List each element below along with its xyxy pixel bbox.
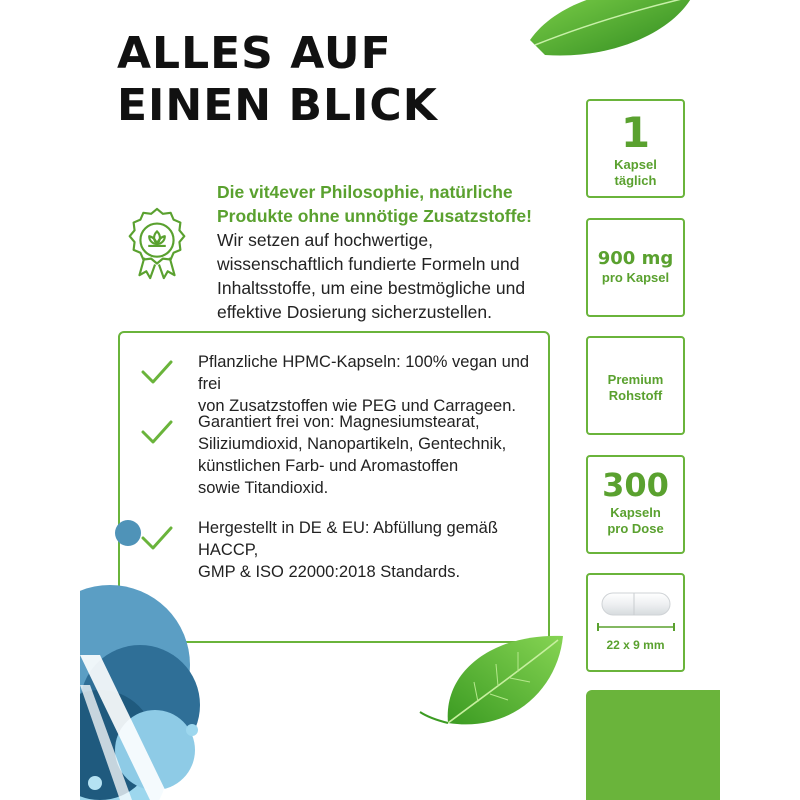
- size-label: 22 x 9 mm: [606, 638, 665, 652]
- size-card: [586, 573, 685, 672]
- headline-line-2: EINEN BLICK: [117, 80, 438, 131]
- philosophy-text: Wir setzen auf hochwertige, wissenschaftlich fundierte Formeln und Inhaltsstoffe, um eine bestmögliche und effektive Dosierung sicherzustellen.: [217, 230, 526, 322]
- bubbles-decoration: [80, 515, 220, 800]
- quality-line-1: Premium: [607, 372, 664, 387]
- count-number: 300: [602, 466, 669, 504]
- badge-leaf-icon: [118, 205, 196, 283]
- checkmark-icon: [140, 419, 174, 445]
- feature-text: Pflanzliche HPMC-Kapseln: 100% vegan und frei von Zusatzstoffen wie PEG und Carrageen.: [198, 353, 530, 415]
- count-label-1: Kapseln: [610, 505, 661, 520]
- checkmark-icon: [140, 359, 174, 385]
- count-card: [586, 455, 685, 554]
- headline-line-1: ALLES AUF: [117, 28, 392, 79]
- green-corner-block: [586, 690, 720, 800]
- dose-label-2: täglich: [614, 173, 657, 188]
- dimension-line-icon: [596, 623, 676, 631]
- page-headline: [117, 28, 438, 132]
- feature-text: Hergestellt in DE & EU: Abfüllung gemäß HACCP, GMP & ISO 22000:2018 Standards.: [198, 519, 498, 581]
- philosophy-title: Die vit4ever Philosophie, natürliche Produkte ohne unnötige Zusatzstoffe!: [217, 182, 532, 226]
- dose-card: [586, 99, 685, 198]
- amount-card: [586, 218, 685, 317]
- leaf-decoration: [418, 628, 568, 738]
- amount-label: pro Kapsel: [601, 270, 670, 285]
- count-label-2: pro Dose: [607, 521, 664, 536]
- capsule-icon: [596, 587, 676, 621]
- feature-text: Garantiert frei von: Magnesiumstearat, Siliziumdioxid, Nanopartikeln, Gentechnik, künstlichen Farb- und Aromastoffen sowie Titandioxid.: [198, 413, 507, 497]
- amount-value: 900 mg: [597, 248, 674, 269]
- quality-card: [586, 336, 685, 435]
- philosophy-block: [217, 180, 547, 324]
- leaf-top-decoration: [525, 0, 700, 60]
- quality-line-2: Rohstoff: [608, 388, 663, 403]
- dose-number: 1: [620, 108, 651, 157]
- dose-label-1: Kapsel: [614, 157, 657, 172]
